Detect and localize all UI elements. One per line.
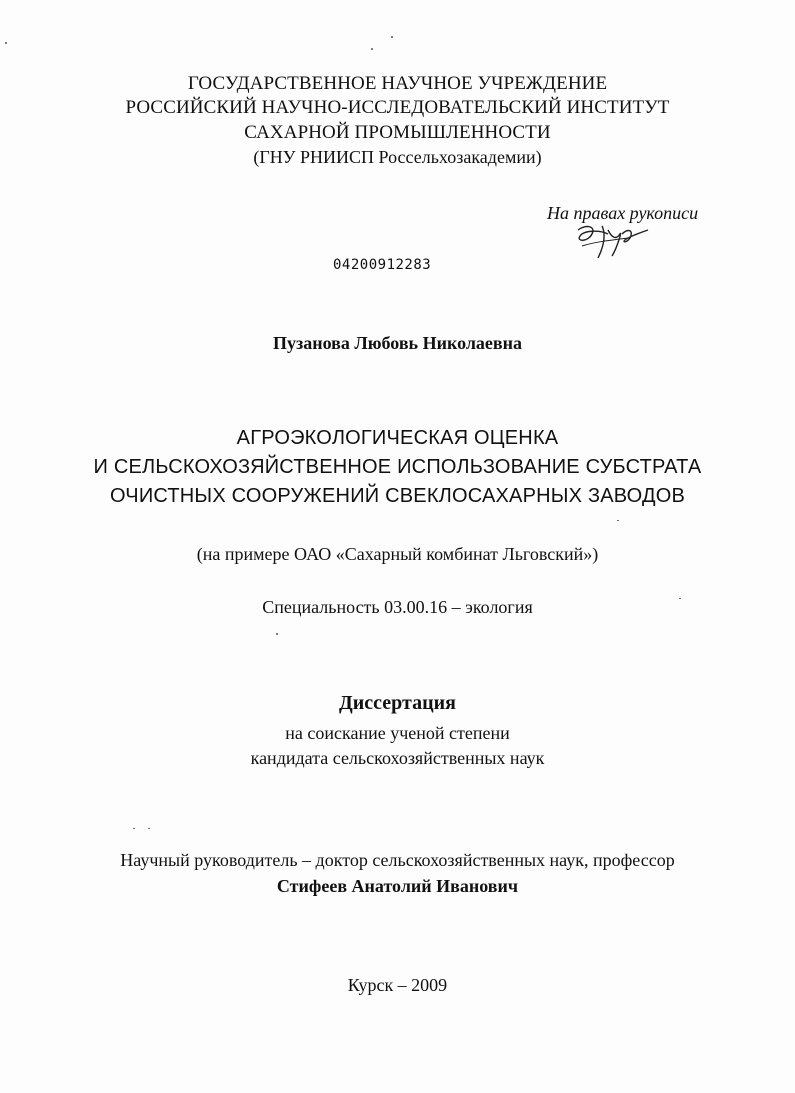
- scan-speck: [679, 598, 681, 599]
- scan-speck: [5, 42, 7, 44]
- scan-speck: [148, 828, 150, 829]
- subtitle: (на примере ОАО «Сахарный комбинат Льговский»): [196, 544, 599, 564]
- institution-line-1: ГОСУДАРСТВЕННОЕ НАУЧНОЕ УЧРЕЖДЕНИЕ: [187, 73, 608, 94]
- place-year: Курск – 2009: [347, 975, 448, 995]
- dissertation-heading: Диссертация: [339, 692, 456, 714]
- scan-speck: [391, 36, 393, 38]
- scan-speck: [276, 633, 278, 635]
- title-line-2: И СЕЛЬСКОХОЗЯЙСТВЕННОЕ ИСПОЛЬЗОВАНИЕ СУБСТРАТА: [93, 456, 702, 478]
- degree-line-1: на соискание ученой степени: [285, 723, 510, 743]
- degree-line-2: кандидата сельскохозяйственных наук: [250, 748, 545, 768]
- institution-abbreviation: (ГНУ РНИИСП Россельхозакадемии): [253, 147, 542, 167]
- advisor-name: Стифеев Анатолий Иванович: [276, 876, 519, 896]
- handwritten-signature: [572, 216, 652, 262]
- title-line-3: ОЧИСТНЫХ СООРУЖЕНИЙ СВЕКЛОСАХАРНЫХ ЗАВОДОВ: [109, 485, 686, 507]
- scan-speck: [371, 48, 373, 50]
- author-name: Пузанова Любовь Николаевна: [272, 333, 523, 353]
- document-code: 04200912283: [333, 257, 432, 273]
- scan-speck: [617, 520, 619, 521]
- specialty: Специальность 03.00.16 – экология: [262, 597, 533, 617]
- institution-line-2: РОССИЙСКИЙ НАУЧНО-ИССЛЕДОВАТЕЛЬСКИЙ ИНСТИТУТ: [125, 97, 670, 118]
- scan-speck: [133, 828, 135, 829]
- advisor-role: Научный руководитель – доктор сельскохозяйственных наук, профессор: [120, 850, 675, 870]
- institution-line-3: САХАРНОЙ ПРОМЫШЛЕННОСТИ: [244, 122, 551, 143]
- title-line-1: АГРОЭКОЛОГИЧЕСКАЯ ОЦЕНКА: [236, 427, 559, 449]
- manuscript-note: На правах рукописи: [547, 203, 699, 223]
